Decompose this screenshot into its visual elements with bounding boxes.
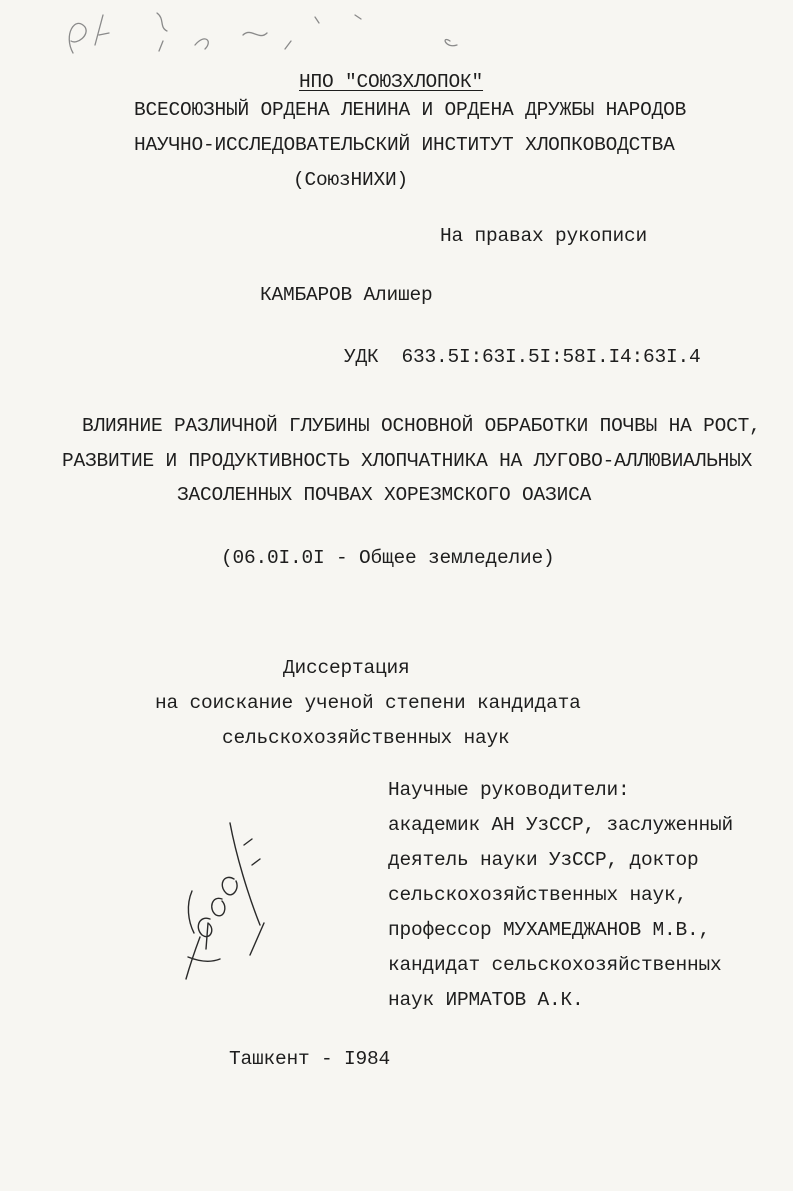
supervisor-line: наук ИРМАТОВ А.К. [388, 989, 584, 1011]
handwritten-signature [170, 815, 280, 990]
rights-notice: На правах рукописи [440, 225, 648, 247]
pencil-marks-top [55, 5, 475, 65]
institute-line-1: ВСЕСОЮЗНЫЙ ОРДЕНА ЛЕНИНА И ОРДЕНА ДРУЖБЫ НАРОДОВ [134, 99, 687, 121]
institute-abbreviation: (СоюзНИХИ) [293, 169, 409, 191]
institute-line-2: НАУЧНО-ИССЛЕДОВАТЕЛЬСКИЙ ИНСТИТУТ ХЛОПКОВОДСТВА [134, 134, 675, 156]
dissertation-heading: Диссертация [283, 657, 410, 679]
supervisors-heading: Научные руководители: [388, 779, 630, 801]
title-line-1: ВЛИЯНИЕ РАЗЛИЧНОЙ ГЛУБИНЫ ОСНОВНОЙ ОБРАБОТКИ ПОЧВЫ НА РОСТ, [82, 415, 761, 437]
supervisor-line: кандидат сельскохозяйственных [388, 954, 722, 976]
title-line-2: РАЗВИТИЕ И ПРОДУКТИВНОСТЬ ХЛОПЧАТНИКА НА ЛУГОВО-АЛЛЮВИАЛЬНЫХ [62, 450, 753, 472]
author-name: КАМБАРОВ Алишер [260, 284, 433, 306]
supervisor-line: профессор МУХАМЕДЖАНОВ М.В., [388, 919, 711, 941]
udc-code: УДК 633.5I:63I.5I:58I.I4:63I.4 [344, 346, 701, 368]
specialty-code: (06.0I.0I - Общее земледелие) [221, 547, 555, 569]
dissertation-field-line: сельскохозяйственных наук [222, 727, 510, 749]
dissertation-degree-line: на соискание ученой степени кандидата [155, 692, 581, 714]
organization-name: НПО "СОЮЗХЛОПОК" [299, 71, 484, 93]
supervisor-line: академик АН УзССР, заслуженный [388, 814, 734, 836]
place-and-year: Ташкент - I984 [229, 1048, 391, 1070]
supervisor-line: деятель науки УзССР, доктор [388, 849, 699, 871]
supervisor-line: сельскохозяйственных наук, [388, 884, 688, 906]
title-line-3: ЗАСОЛЕННЫХ ПОЧВАХ ХОРЕЗМСКОГО ОАЗИСА [177, 484, 592, 506]
